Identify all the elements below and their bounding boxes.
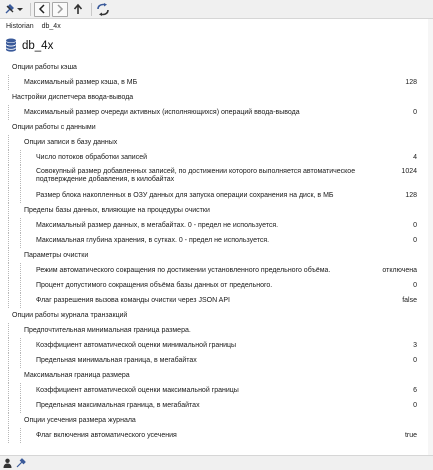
group-label: Максимальная граница размера (24, 372, 130, 379)
tree-guide (8, 383, 9, 398)
settings-row[interactable] (0, 353, 433, 368)
tree-guide (8, 353, 9, 368)
tree-guide (8, 413, 9, 428)
tree-guide (8, 323, 9, 338)
tree-guide (8, 188, 9, 203)
settings-row[interactable] (0, 233, 433, 248)
setting-label: Коэффициент автоматической оценки минимальной границы (36, 342, 237, 349)
tree-guide (20, 293, 21, 308)
settings-group (0, 323, 433, 338)
setting-label: Совокупный размер добавленных записей, по достижении которого выполняется автоматическое подтверждение добавления, в килобайтах (36, 168, 356, 184)
tree-guide (20, 150, 21, 165)
settings-row[interactable] (0, 150, 433, 165)
setting-label: Предельная максимальная граница, в мегабайтах (36, 402, 200, 409)
setting-value[interactable]: 4 (413, 154, 417, 161)
breadcrumb-item-db[interactable]: db_4x (41, 23, 61, 30)
statusbar (0, 455, 433, 470)
tree-guide (8, 293, 9, 308)
group-label: Пределы базы данных, влияющие на процедуры очистки (24, 207, 210, 214)
settings-group (0, 135, 433, 150)
setting-label: Максимальный размер кэша, в МБ (24, 79, 138, 86)
forward-icon[interactable] (52, 2, 68, 17)
settings-group (0, 308, 433, 323)
tree-guide (20, 188, 21, 203)
breadcrumb (6, 23, 61, 30)
settings-group (0, 248, 433, 263)
connection-icon (16, 458, 26, 468)
settings-row[interactable] (0, 383, 433, 398)
setting-label: Флаг включения автоматического усечения (36, 432, 177, 439)
tree-guide (20, 165, 21, 188)
setting-label: Максимальный размер очереди активных (исполняющихся) операций ввода-вывода (24, 109, 300, 116)
group-label: Опции записи в базу данных (24, 139, 118, 146)
vertical-scrollbar[interactable] (428, 19, 433, 455)
tree-guide (8, 248, 9, 263)
tree-guide (8, 263, 9, 278)
settings-group (0, 120, 433, 135)
tree-guide (8, 75, 9, 90)
setting-value[interactable]: 0 (413, 222, 417, 229)
setting-value[interactable]: 6 (413, 387, 417, 394)
setting-label: Режим автоматического сокращения по достижении установленного предельного объёма. (36, 267, 331, 274)
tree-guide (8, 105, 9, 120)
settings-row[interactable] (0, 293, 433, 308)
setting-label: Коэффициент автоматической оценки максимальной границы (36, 387, 239, 394)
up-icon[interactable] (70, 2, 86, 17)
tree-guide (8, 165, 9, 188)
tree-guide (8, 203, 9, 218)
database-icon (5, 38, 17, 54)
settings-group (0, 60, 433, 75)
tree-guide (8, 338, 9, 353)
group-label: Опции работы кэша (12, 64, 77, 71)
settings-group (0, 413, 433, 428)
tree-guide (8, 278, 9, 293)
tree-guide (20, 428, 21, 443)
setting-label: Максимальная глубина хранения, в сутках. 0 - предел не используется. (36, 237, 270, 244)
setting-label: Число потоков обработки записей (36, 154, 147, 161)
setting-value[interactable]: 0 (413, 237, 417, 244)
tree-guide (8, 135, 9, 150)
tree-guide (20, 218, 21, 233)
settings-row[interactable] (0, 338, 433, 353)
setting-value[interactable]: 1024 (401, 168, 417, 175)
tree-guide (20, 338, 21, 353)
tree-guide (20, 263, 21, 278)
setting-value[interactable]: 3 (413, 342, 417, 349)
tree-guide (20, 278, 21, 293)
settings-row[interactable] (0, 218, 433, 233)
setting-label: Размер блока накопленных в ОЗУ данных для запуска операции сохранения на диск, в МБ (36, 192, 334, 199)
settings-row[interactable] (0, 165, 433, 188)
settings-row[interactable] (0, 428, 433, 443)
settings-group (0, 90, 433, 105)
back-icon[interactable] (34, 2, 50, 17)
toolbar-separator (30, 3, 31, 16)
group-label: Параметры очистки (24, 252, 89, 259)
group-label: Предпочтительная минимальная граница размера. (24, 327, 191, 334)
settings-row[interactable] (0, 398, 433, 413)
group-label: Опции усечения размера журнала (24, 417, 136, 424)
tree-guide (8, 233, 9, 248)
tree-guide (8, 150, 9, 165)
database-title: db_4x (22, 40, 54, 52)
setting-label: Флаг разрешения вызова команды очистки через JSON API (36, 297, 230, 304)
settings-row[interactable] (0, 75, 433, 90)
settings-dropdown-icon[interactable] (3, 2, 25, 17)
settings-group (0, 368, 433, 383)
setting-value[interactable]: 128 (405, 192, 417, 199)
setting-label: Процент допустимого сокращения объёма базы данных от предельного. (36, 282, 273, 289)
settings-row[interactable] (0, 188, 433, 203)
setting-value[interactable]: 128 (405, 79, 417, 86)
setting-label: Максимальный размер данных, в мегабайтах. 0 - предел не используется. (36, 222, 279, 229)
tree-guide (8, 428, 9, 443)
tree-guide (8, 368, 9, 383)
tree-guide (8, 218, 9, 233)
tree-guide (20, 233, 21, 248)
setting-value[interactable]: 0 (413, 109, 417, 116)
settings-tree (0, 60, 433, 443)
setting-value[interactable]: 0 (413, 282, 417, 289)
settings-row[interactable] (0, 263, 433, 278)
refresh-icon[interactable] (95, 2, 111, 17)
user-icon (3, 458, 12, 468)
toolbar (0, 0, 433, 19)
setting-value[interactable]: отключена (382, 267, 417, 274)
tree-guide (20, 398, 21, 413)
group-label: Опции работы журнала транзакций (12, 312, 128, 319)
toolbar-separator (91, 3, 92, 16)
tree-guide (20, 353, 21, 368)
breadcrumb-item-historian[interactable]: Historian (6, 23, 34, 30)
setting-value[interactable]: 0 (413, 357, 417, 364)
settings-row[interactable] (0, 105, 433, 120)
setting-value[interactable]: false (402, 297, 417, 304)
setting-label: Предельная минимальная граница, в мегабайтах (36, 357, 197, 364)
group-label: Опции работы с данными (12, 124, 96, 131)
tree-guide (8, 398, 9, 413)
settings-row[interactable] (0, 278, 433, 293)
setting-value[interactable]: true (404, 432, 417, 439)
group-label: Настройки диспетчера ввода-вывода (12, 94, 134, 101)
tree-guide (20, 383, 21, 398)
setting-value[interactable]: 0 (413, 402, 417, 409)
page-title (5, 38, 53, 54)
settings-group (0, 203, 433, 218)
